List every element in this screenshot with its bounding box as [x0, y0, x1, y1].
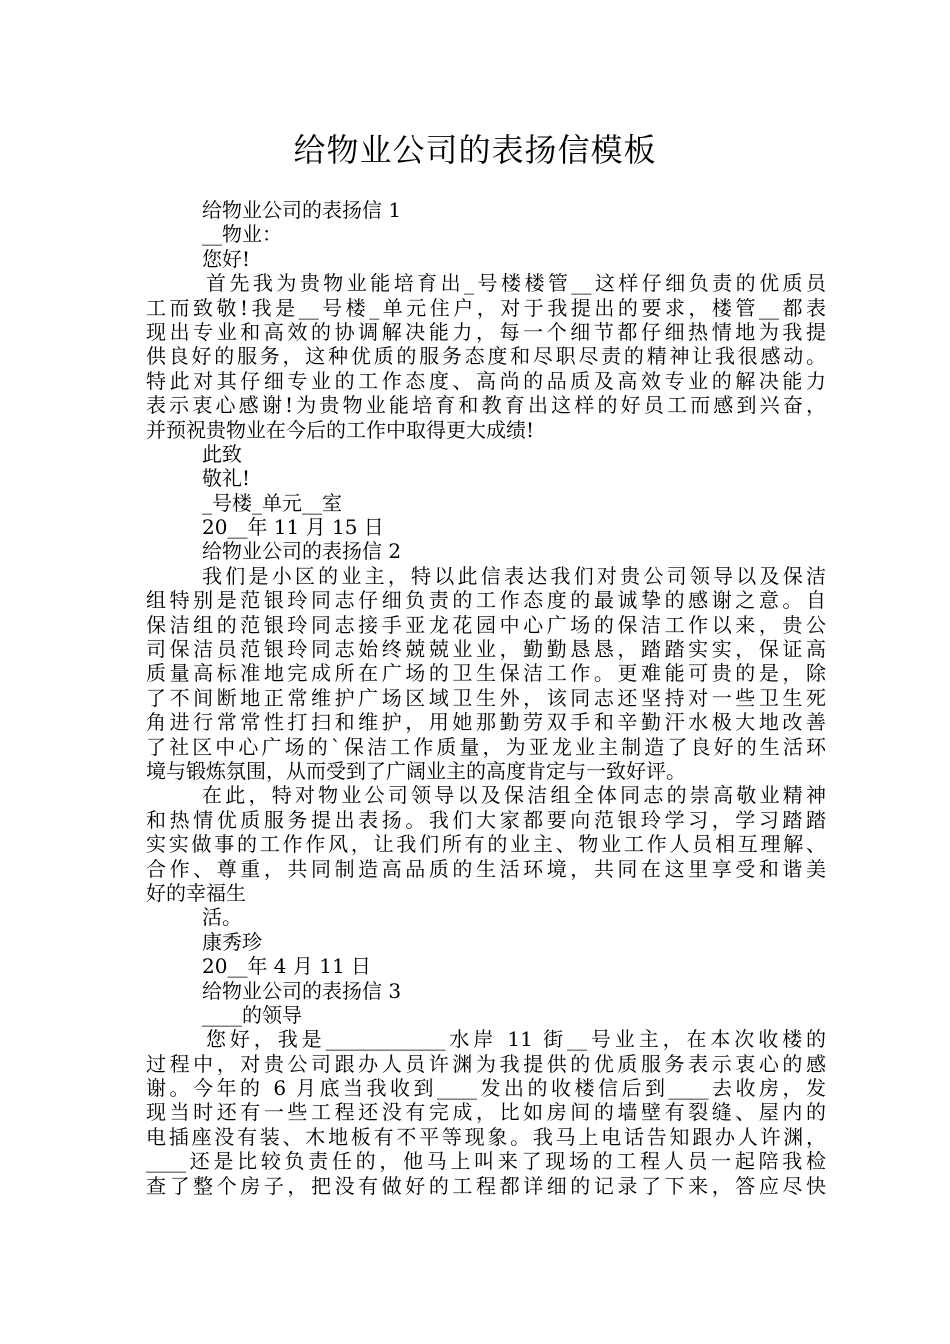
letter-3-body-line: 谢。今年的 6 月底当我收到____发出的收楼信后到____去收房，发 — [146, 1076, 826, 1101]
letter-2-body-line: 和热情优质服务提出表扬。我们大家都要向范银玲学习，学习踏踏 — [146, 807, 826, 832]
letter-3-body-line: 查了整个房子，把没有做好的工程都详细的记录了下来，答应尽快 — [146, 1173, 826, 1198]
letter-1-salutation: __物业： — [202, 222, 282, 247]
letter-1-regards: 敬礼! — [202, 466, 251, 491]
letter-3-body-line: 您好，我是____________水岸 11 街__号业主，在本次收楼的 — [206, 1027, 826, 1052]
document-title: 给物业公司的表扬信模板 — [293, 131, 657, 169]
letter-2-body-line: 实实做事的工作作风，让我们所有的业主、物业工作人员相互理解、 — [146, 832, 826, 857]
letter-3-body-line: 电插座没有装、木地板有不平等现象。我马上电话告知跟办人许渊， — [146, 1124, 826, 1149]
letter-1-heading: 给物业公司的表扬信 1 — [202, 198, 402, 222]
letter-1-body-line: 供良好的服务，这种优质的服务态度和尽职尽责的精神让我很感动。 — [146, 344, 826, 369]
letter-1-greeting: 您好! — [202, 246, 251, 271]
letter-1-body-line: 并预祝贵物业在今后的工作中取得更大成绩! — [146, 417, 535, 442]
letter-3-body-line: 现当时还有一些工程还没有完成，比如房间的墙壁有裂缝、屋内的 — [146, 1100, 826, 1125]
letter-2-body-line: 境与锻炼氛围，从而受到了广阔业主的高度肯定与一致好评。 — [146, 758, 686, 783]
letter-1-body-line: 特此对其仔细专业的工作态度、高尚的品质及高效专业的解决能力 — [146, 368, 826, 393]
letter-2-date: 20__年 4 月 11 日 — [202, 954, 372, 979]
letter-2-body-line: 角进行常常性打扫和维护，用她那勤劳双手和辛勤汗水极大地改善 — [146, 710, 826, 735]
letter-3-body-line: 过程中，对贵公司跟办人员许渊为我提供的优质服务表示衷心的感 — [146, 1051, 826, 1076]
letter-2-body-line: 好的幸福生 — [146, 880, 246, 905]
letter-1-body-line: 工而致敬!我是__号楼_单元住户，对于我提出的要求，楼管__都表 — [146, 295, 826, 320]
letter-1-date: 20__年 11 月 15 日 — [202, 515, 384, 540]
letter-2-body-line: 质量高标准地完成所在广场的卫生保洁工作。更难能可贵的是，除 — [146, 661, 826, 686]
letter-3-heading: 给物业公司的表扬信 3 — [202, 978, 402, 1003]
letter-2-body-line: 司保洁员范银玲同志始终兢兢业业，勤勤恳恳，踏踏实实，保证高 — [146, 637, 826, 662]
letter-2-body-line: 在此，特对物业公司领导以及保洁组全体同志的崇高敬业精神 — [202, 783, 826, 808]
letter-2-body-line: 我们是小区的业主，特以此信表达我们对贵公司领导以及保洁 — [202, 563, 826, 588]
letter-1-body-line: 现出专业和高效的协调解决能力，每一个细节都仔细热情地为我提 — [146, 319, 826, 344]
letter-2-body-line: 了不间断地正常维护广场区域卫生外，该同志还坚持对一些卫生死 — [146, 685, 826, 710]
letter-2-heading: 给物业公司的表扬信 2 — [202, 539, 402, 564]
document-body — [146, 198, 826, 1198]
letter-1-closing: 此致 — [202, 441, 242, 466]
letter-2-body-line: 活。 — [202, 905, 242, 930]
letter-3-salutation: ____的领导 — [202, 1002, 302, 1027]
letter-2-body-line: 了社区中心广场的`保洁工作质量，为亚龙业主制造了良好的生活环 — [146, 734, 826, 759]
letter-2-signature: 康秀珍 — [202, 929, 262, 954]
letter-2-body-line: 保洁组的范银玲同志接手亚龙花园中心广场的保洁工作以来，贵公 — [146, 612, 826, 637]
letter-2-body-line: 合作、尊重，共同制造高品质的生活环境，共同在这里享受和谐美 — [146, 856, 826, 881]
letter-2-body-line: 组特别是范银玲同志仔细负责的工作态度的最诚挚的感谢之意。自 — [146, 588, 826, 613]
letter-1-body-line: 首先我为贵物业能培育出_号楼楼管__这样仔细负责的优质员 — [206, 271, 826, 296]
letter-3-body-line: ____还是比较负责任的，他马上叫来了现场的工程人员一起陪我检 — [146, 1149, 826, 1174]
letter-1-body-line: 表示衷心感谢!为贵物业能培育和教育出这样的好员工而感到兴奋， — [146, 393, 826, 418]
letter-1-signature: _号楼_单元__室 — [202, 490, 342, 515]
